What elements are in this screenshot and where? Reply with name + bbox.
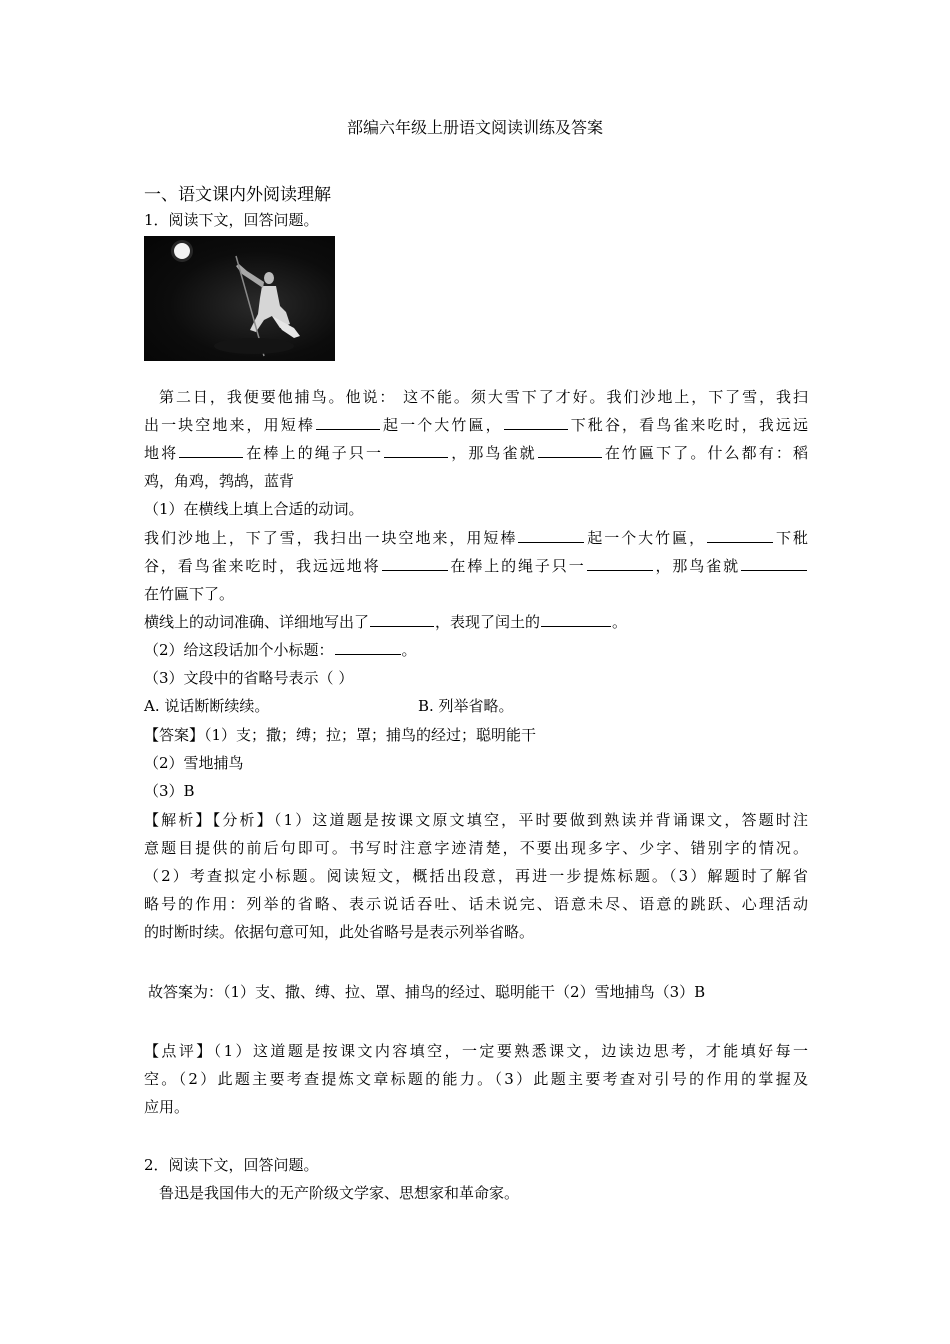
review-line-2: 空。（2）此题主要考查提炼文章标题的能力。（3）此题主要考查对引号的作用的掌握及 bbox=[144, 1070, 808, 1088]
passage-text: 在棒上的绳子只一 bbox=[244, 444, 384, 462]
question-2-line-1: 鲁迅是我国伟大的无产阶级文学家、思想家和革命家。 bbox=[159, 1184, 520, 1202]
answer-blank[interactable] bbox=[382, 556, 448, 571]
fill-text: ，那鸟雀就 bbox=[653, 557, 740, 575]
verb-text: ，表现了闰土的 bbox=[435, 613, 541, 631]
analysis-line-1: 【解析】【分析】（1）这道题是按课文原文填空，平时要做到熟读并背诵课文，答题时注 bbox=[144, 811, 808, 829]
verb-text: 横线上的动词准确、详细地写出了 bbox=[144, 613, 370, 631]
fill-text: 我们沙地上，下了雪，我扫出一块空地来，用短棒 bbox=[144, 529, 518, 547]
review-line-1: 【点评】（1）这道题是按课文内容填空，一定要熟悉课文，边读边思考，才能填好每一 bbox=[144, 1042, 808, 1060]
answer-blank[interactable] bbox=[518, 528, 584, 543]
answer-blank[interactable] bbox=[587, 556, 653, 571]
option-a[interactable]: A. 说话断断续续。 bbox=[144, 697, 270, 715]
answer-blank[interactable] bbox=[541, 612, 611, 627]
answer-blank[interactable] bbox=[707, 528, 773, 543]
fill-text: 谷，看鸟雀来吃时，我远远地将 bbox=[144, 557, 381, 575]
analysis-line-4: 略号的作用：列举的省略、表示说话吞吐、话未说完、语意未尽、语意的跳跃、心理活动 bbox=[144, 895, 808, 913]
analysis-line-3: （2）考查拟定小标题。阅读短文，概括出段意，再进一步提炼标题。（3）解题时了解省 bbox=[144, 867, 808, 885]
answer-line: 【答案】（1）支；撒；缚；拉；罩；捕鸟的经过；聪明能干 bbox=[144, 726, 537, 744]
answer-blank[interactable] bbox=[384, 443, 448, 458]
verb-line bbox=[144, 612, 808, 632]
fill-line-2 bbox=[144, 556, 808, 576]
fill-text: 下秕 bbox=[774, 529, 808, 547]
passage-text: 下秕谷，看鸟雀来吃时，我远远 bbox=[568, 416, 808, 434]
page-title: 部编六年级上册语文阅读训练及答案 bbox=[346, 118, 603, 137]
passage-text: 在竹匾下了。什么都有：稻 bbox=[602, 444, 808, 462]
answer-blank[interactable] bbox=[538, 443, 602, 458]
question-2-prompt: 2．阅读下文，回答问题。 bbox=[144, 1156, 319, 1174]
section-heading: 一、语文课内外阅读理解 bbox=[144, 185, 331, 205]
sub2-text: 。 bbox=[401, 641, 417, 659]
fill-text: 起一个大竹匾， bbox=[585, 529, 707, 547]
answer-line-2: （2）雪地捕鸟 bbox=[144, 754, 244, 772]
passage-text: 地将 bbox=[144, 444, 179, 462]
answer-blank[interactable] bbox=[316, 415, 380, 430]
analysis-line-2: 意题目提供的前后句即可。书写时注意字迹清楚，不要出现多字、少字、错别字的情况。 bbox=[144, 839, 808, 857]
passage-text: 起一个大竹匾， bbox=[380, 416, 503, 434]
question-1-prompt: 1．阅读下文，回答问题。 bbox=[144, 211, 319, 229]
passage-line-1: 第二日，我便要他捕鸟。他说： 这不能。须大雪下了才好。我们沙地上，下了雪，我扫 bbox=[159, 388, 808, 406]
fill-text: 在棒上的绳子只一 bbox=[448, 557, 586, 575]
answer-blank[interactable] bbox=[504, 415, 568, 430]
options-row bbox=[144, 696, 808, 716]
fill-line-3: 在竹匾下了。 bbox=[144, 585, 235, 603]
moonlit-figure-photo bbox=[144, 236, 335, 361]
passage-text: 出一块空地来，用短棒 bbox=[144, 416, 315, 434]
sub-question-1: （1）在横线上填上合适的动词。 bbox=[144, 500, 364, 518]
passage-text: ，那鸟雀就 bbox=[449, 444, 537, 462]
review-line-3: 应用。 bbox=[144, 1098, 190, 1116]
answer-blank[interactable] bbox=[370, 612, 434, 627]
passage-line-4: 鸡，角鸡，鹁鸪，蓝背 bbox=[144, 472, 295, 490]
option-b[interactable]: B. 列举省略。 bbox=[418, 697, 514, 715]
answer-blank[interactable] bbox=[179, 443, 243, 458]
answer-blank[interactable] bbox=[741, 556, 807, 571]
passage-line-2 bbox=[144, 415, 808, 435]
verb-text: 。 bbox=[612, 613, 628, 631]
fill-line-1 bbox=[144, 528, 808, 548]
passage-line-3 bbox=[144, 443, 808, 463]
sub2-text: （2）给这段话加个小标题： bbox=[144, 641, 334, 659]
photo-illustration-icon bbox=[144, 236, 335, 361]
analysis-line-5: 的时断时续。依据句意可知，此处省略号是表示列举省略。 bbox=[144, 923, 535, 941]
answer-blank[interactable] bbox=[335, 640, 401, 655]
sub-question-2 bbox=[144, 640, 808, 660]
answer-line-3: （3）B bbox=[144, 782, 195, 800]
final-answer-line: 故答案为：（1）支、撒、缚、拉、罩、捕鸟的经过、聪明能干（2）雪地捕鸟（3）B bbox=[148, 983, 706, 1001]
sub-question-3: （3）文段中的省略号表示（ ） bbox=[144, 669, 354, 687]
